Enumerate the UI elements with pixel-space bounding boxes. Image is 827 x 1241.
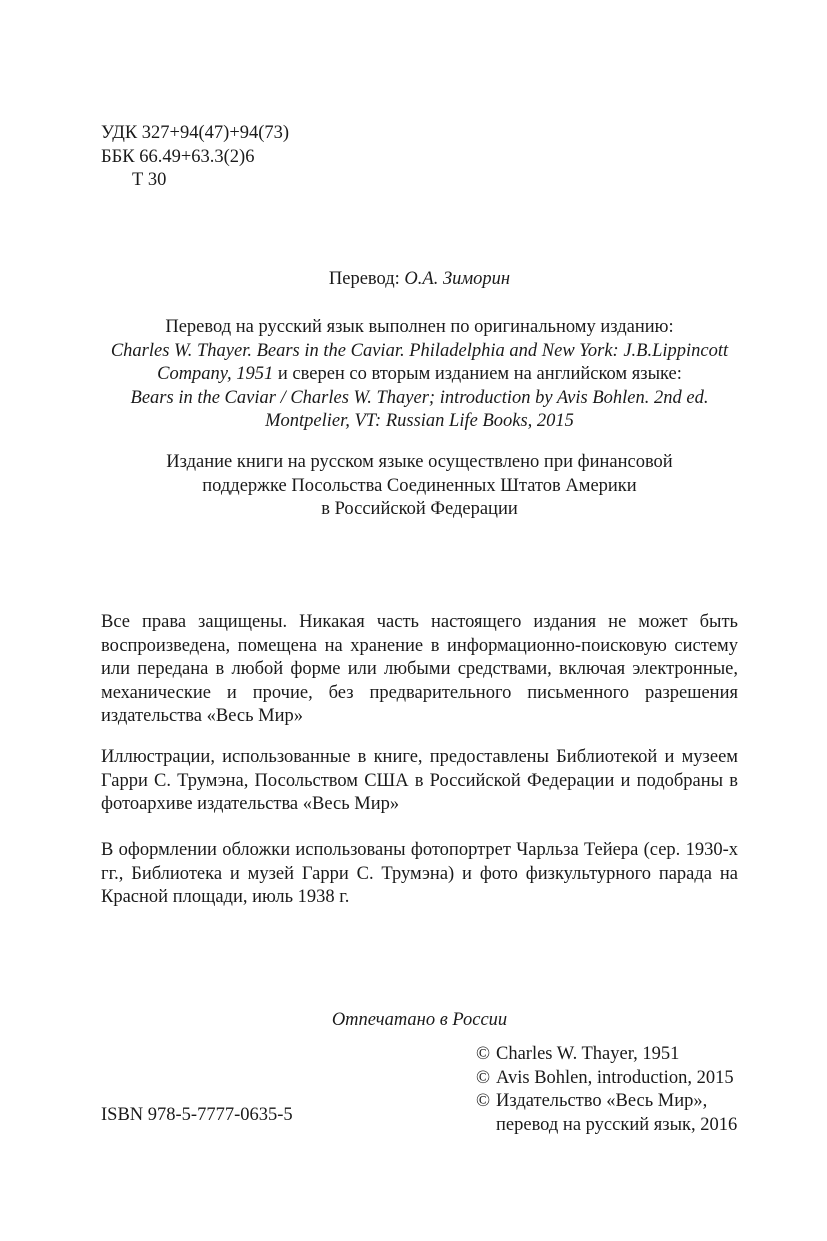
original-edition-line-3 [90, 363, 749, 387]
translator-name: О.А. Зиморин [404, 269, 511, 289]
original-edition-line-4: Bears in the Caviar / Charles W. Thayer; introduction by Avis Bohlen. 2nd ed. [130, 387, 709, 408]
rights-notice: Все права защищены. Никакая часть настоящего издания не может быть воспроизведена, помещена на хранение в информационно-поисковую систему или передана в любой форме или любыми средствами, включая электронные, механические и прочие, без предварительного письменного разрешения издательства «Весь Мир» [101, 612, 738, 726]
copyright-block [476, 1043, 737, 1137]
original-edition-company: Company, 1951 [157, 364, 274, 384]
cover-notice: В оформлении обложки использованы фотопортрет Чарльза Тейера (сер. 1930-х гг., Библиотека и музей Гарри С. Трумэна) и фото физкультурного парада на Красной площади, июль 1938 г. [101, 840, 738, 907]
copyright-line-2: © Avis Bohlen, introduction, 2015 [476, 1067, 737, 1091]
sponsorship-line-2: поддержке Посольства Соединенных Штатов Америки [202, 475, 637, 496]
copyright-line-1: © Charles W. Thayer, 1951 [476, 1043, 737, 1067]
bbk-code: ББК 66.49+63.3(2)6 [101, 146, 255, 167]
author-mark-code: Т 30 [132, 170, 167, 190]
sponsorship-block [101, 451, 738, 522]
classification-block [101, 122, 289, 193]
translator-label: Перевод: [328, 269, 400, 289]
original-edition-line-2: Charles W. Thayer. Bears in the Caviar. Philadelphia and New York: J.B.Lippincott [110, 340, 729, 361]
original-edition-verified: и сверен со вторым изданием на английском языке: [273, 364, 682, 384]
copyright-line-4: перевод на русский язык, 2016 [496, 1114, 738, 1135]
original-edition-block [90, 316, 749, 434]
printed-in-russia: Отпечатано в России [331, 1010, 508, 1030]
sponsorship-line-3: в Российской Федерации [321, 499, 518, 519]
isbn: ISBN 978-5-7777-0635-5 [101, 1105, 293, 1125]
sponsorship-line-1: Издание книги на русском языке осуществлено при финансовой [166, 452, 673, 472]
copyright-symbol: © [476, 1044, 491, 1064]
translator-line [101, 268, 738, 292]
copyright-line-3: © Издательство «Весь Мир», [476, 1090, 737, 1114]
illustrations-notice: Иллюстрации, использованные в книге, предоставлены Библиотекой и музеем Гарри С. Трумэна, Посольством США в Российской Федерации и подобраны в фотоархиве издательства «Весь Мир» [101, 747, 738, 814]
udk-code: УДК 327+94(47)+94(73) [101, 123, 290, 143]
copyright-symbol: © [476, 1091, 491, 1111]
copyright-symbol: © [476, 1067, 491, 1088]
original-edition-line-5: Montpelier, VT: Russian Life Books, 2015 [265, 411, 574, 431]
original-edition-line-1: Перевод на русский язык выполнен по оригинальному изданию: [165, 317, 674, 337]
